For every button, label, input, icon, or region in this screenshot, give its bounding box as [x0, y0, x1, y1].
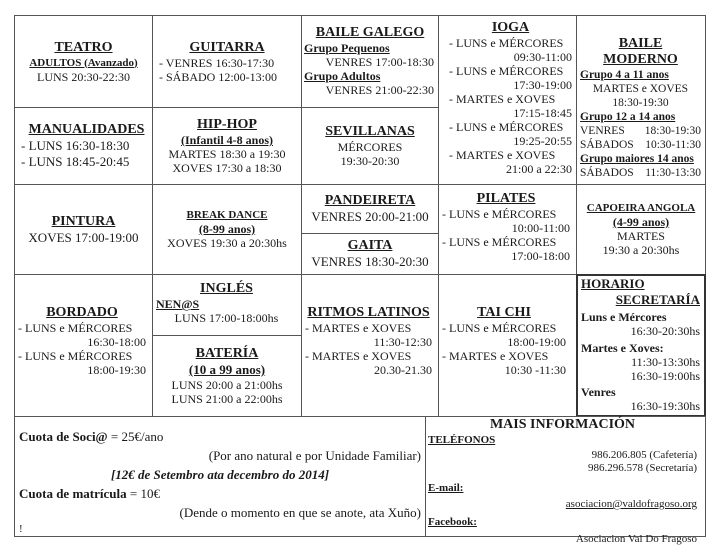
teatro-cell: [14, 15, 153, 108]
taichi-title: TAI CHI: [477, 305, 531, 320]
pandeireta-cell: [301, 184, 439, 234]
bateria-cell: [152, 335, 302, 417]
secretaria-cell: [576, 274, 706, 417]
bordado-cell: [14, 274, 153, 417]
baile-moderno-g2-day-2: SÁBADOS: [580, 139, 634, 151]
gaita-time: VENRES 18:30-20:30: [311, 254, 429, 269]
taichi-slot-2-days: - MARTES e XOVES: [442, 349, 549, 363]
ioga-slot-5-days: - MARTES e XOVES: [449, 148, 556, 162]
baile-moderno-cell: [576, 15, 706, 185]
phone-secretaria: 986.296.578 (Secretaría): [587, 462, 697, 474]
manualidades-cell: [14, 107, 153, 185]
ioga-slot-5-time: 21:00 a 22:30: [506, 162, 572, 176]
taichi-slot-2-time: 10:30 -11:30: [504, 363, 566, 377]
secretaria-title-2: SECRETARÍA: [615, 292, 700, 307]
baile-galego-title: BAILE GALEGO: [315, 25, 425, 40]
bateria-line-2: LUNS 21:00 a 22:00hs: [171, 392, 283, 406]
hiphop-title: HIP-HOP: [197, 117, 257, 132]
pandeireta-time: VENRES 20:00-21:00: [311, 209, 429, 224]
ioga-slot-4-days: - LUNS e MÉRCORES: [449, 120, 564, 134]
baile-galego-group-2: Grupo Adultos: [304, 69, 381, 83]
capoeira-days: MARTES: [617, 229, 665, 243]
ingles-time: LUNS 17:00-18:00hs: [174, 311, 279, 325]
baile-moderno-title: BAILE MODERNO: [603, 36, 678, 67]
capoeira-subtitle: (4-99 anos): [612, 215, 670, 229]
tel-label: TELÉFONOS: [428, 434, 496, 446]
schedule-page: [14, 15, 706, 545]
ioga-slot-2-time: 17:30-19:00: [513, 78, 572, 92]
ingles-cell: [152, 274, 302, 336]
baile-moderno-g3-day-1: SÁBADOS: [580, 167, 634, 179]
ritmos-latinos-cell: [301, 274, 439, 417]
pilates-slot-1-days: - LUNS e MÉRCORES: [442, 207, 557, 221]
guitarra-title: GUITARRA: [189, 39, 265, 55]
ioga-slot-1-time: 09:30-11:00: [513, 50, 572, 64]
soci-value: = 25€/ano: [107, 429, 164, 444]
baile-galego-group-1-time: VENRES 17:00-18:30: [325, 55, 434, 69]
secretaria-block-2-time-1: 11:30-13:30hs: [631, 355, 700, 369]
phone-cafeteria: 986.206.805 (Cafetería): [591, 449, 697, 461]
baile-moderno-g2-day-1: VENRES: [580, 125, 625, 137]
pandeireta-title: PANDEIRETA: [324, 193, 416, 208]
bateria-line-1: LUNS 20:00 a 21:00hs: [171, 378, 283, 392]
bateria-title: BATERÍA: [195, 346, 259, 361]
baile-moderno-group-1: Grupo 4 a 11 anos: [580, 69, 669, 81]
ioga-slot-3-time: 17:15-18:45: [513, 106, 572, 120]
pilates-slot-1-time: 10:00-11:00: [511, 221, 570, 235]
ingles-title: INGLÉS: [200, 281, 253, 296]
baile-moderno-g2-time-2: 10:30-11:30: [645, 139, 701, 151]
baile-moderno-group-1-days: MARTES e XOVES: [592, 83, 689, 95]
sevillanas-cell: [301, 107, 439, 185]
facebook-label: Facebook:: [428, 516, 477, 528]
capoeira-title: CAPOEIRA ANGOLA: [586, 202, 696, 214]
breakdance-time: XOVES 19:30 a 20:30hs: [167, 236, 287, 250]
email-label: E-mail:: [428, 482, 464, 494]
hiphop-subtitle: (Infantil 4-8 anos): [180, 133, 273, 147]
manualidades-line-2: - LUNS 18:45-20:45: [21, 154, 130, 169]
breakdance-subtitle: (8-99 anos): [198, 222, 256, 236]
capoeira-cell: [576, 184, 706, 275]
teatro-subtitle: ADULTOS (Avanzado): [29, 56, 138, 69]
baile-galego-group-2-time: VENRES 21:00-22:30: [325, 83, 434, 97]
baile-moderno-group-2: Grupo 12 a 14 anos: [580, 111, 676, 123]
ioga-title: IOGA: [491, 20, 530, 35]
sevillanas-days: MÉRCORES: [337, 140, 403, 154]
baile-moderno-g2-time-1: 18:30-19:30: [644, 125, 701, 137]
ritmos-latinos-title: RITMOS LATINOS: [307, 305, 430, 320]
ingles-sub: NEN@S: [156, 297, 200, 311]
taichi-slot-1-days: - LUNS e MÉRCORES: [442, 321, 557, 335]
secretaria-block-1-time: 16:30-20:30hs: [630, 324, 700, 338]
guitarra-line-2: - SÁBADO 12:00-13:00: [159, 69, 278, 84]
secretaria-title-1: HORARIO: [581, 276, 645, 291]
ioga-slot-3-days: - MARTES e XOVES: [449, 92, 556, 106]
taichi-slot-1-time: 18:00-19:00: [507, 335, 566, 349]
pilates-slot-2-days: - LUNS e MÉRCORES: [442, 235, 557, 249]
sevillanas-time: 19:30-20:30: [340, 154, 400, 168]
secretaria-block-3-time: 16:30-19:30hs: [630, 399, 700, 413]
bateria-subtitle: (10 a 99 anos): [188, 362, 266, 377]
bordado-slot-1-days: - LUNS e MÉRCORES: [18, 321, 133, 335]
teatro-title: TEATRO: [54, 39, 113, 55]
capoeira-time: 19:30 a 20:30hs: [602, 243, 680, 257]
matricula-value: = 10€: [126, 486, 160, 501]
baile-galego-cell: [301, 15, 439, 108]
secretaria-block-2: Martes e Xoves:: [581, 341, 664, 355]
bordado-slot-2-time: 18:00-19:30: [87, 363, 146, 377]
ritmos-slot-2-time: 20.30-21.30: [374, 363, 432, 377]
ritmos-slot-1-days: - MARTES e XOVES: [305, 321, 412, 335]
secretaria-block-1: Luns e Mércores: [581, 310, 667, 324]
pilates-cell: [438, 184, 577, 275]
guitarra-line-1: - VENRES 16:30-17:30: [159, 55, 275, 70]
pilates-slot-2-time: 17:00-18:00: [511, 249, 570, 263]
cuotas-cell: [14, 416, 426, 537]
pilates-title: PILATES: [476, 191, 536, 206]
info-cell: [425, 416, 706, 545]
gaita-cell: [301, 233, 439, 275]
ioga-cell: [438, 15, 577, 185]
pintura-time: XOVES 17:00-19:00: [28, 229, 139, 245]
teatro-time: LUNS 20:30-22:30: [37, 69, 130, 84]
pintura-cell: [14, 184, 153, 275]
matricula-label: Cuota de matrícula: [19, 486, 127, 501]
ioga-slot-1-days: - LUNS e MÉRCORES: [449, 36, 564, 50]
breakdance-cell: [152, 184, 302, 275]
pintura-title: PINTURA: [51, 213, 116, 229]
cuotas-mark: !: [19, 523, 23, 535]
manualidades-title: MANUALIDADES: [28, 122, 145, 137]
bordado-slot-1-time: 16:30-18:00: [87, 335, 146, 349]
bordado-slot-2-days: - LUNS e MÉRCORES: [18, 349, 133, 363]
baile-moderno-group-1-time: 18:30-19:30: [612, 97, 669, 109]
baile-moderno-group-3: Grupo maiores 14 anos: [580, 153, 694, 165]
facebook-name[interactable]: Asociacion Val Do Fragoso: [575, 533, 697, 545]
matricula-note: (Dende o momento en que se anote, ata Xuño): [179, 505, 421, 520]
taichi-cell: [438, 274, 577, 417]
baile-galego-group-1: Grupo Pequenos: [304, 41, 390, 55]
ioga-slot-2-days: - LUNS e MÉRCORES: [449, 64, 564, 78]
hiphop-line-1: MARTES 18:30 a 19:30: [168, 147, 286, 161]
manualidades-line-1: - LUNS 16:30-18:30: [21, 138, 130, 153]
info-title: MAIS INFORMACIÓN: [489, 417, 636, 432]
ioga-slot-4-time: 19:25-20:55: [513, 134, 572, 148]
sevillanas-title: SEVILLANAS: [325, 124, 415, 139]
secretaria-block-2-time-2: 16:30-19:00hs: [630, 369, 700, 383]
soci-label: Cuota de Soci@: [19, 429, 108, 444]
guitarra-cell: [152, 15, 302, 108]
gaita-title: GAITA: [347, 238, 393, 253]
email-link[interactable]: asociacion@valdofragoso.org: [565, 498, 697, 510]
hiphop-cell: [152, 107, 302, 185]
secretaria-block-3: Venres: [581, 385, 616, 399]
ritmos-slot-1-time: 11:30-12:30: [373, 335, 432, 349]
baile-moderno-g3-time-1: 11:30-13:30: [645, 167, 701, 179]
bordado-title: BORDADO: [46, 305, 118, 320]
breakdance-title: BREAK DANCE: [186, 209, 268, 221]
ritmos-slot-2-days: - MARTES e XOVES: [305, 349, 412, 363]
promo-note: [12€ de Setembro ata decembro do 2014]: [110, 467, 330, 482]
hiphop-line-2: XOVES 17:30 a 18:30: [172, 161, 282, 175]
soci-note: (Por ano natural e por Unidade Familiar): [208, 448, 421, 463]
